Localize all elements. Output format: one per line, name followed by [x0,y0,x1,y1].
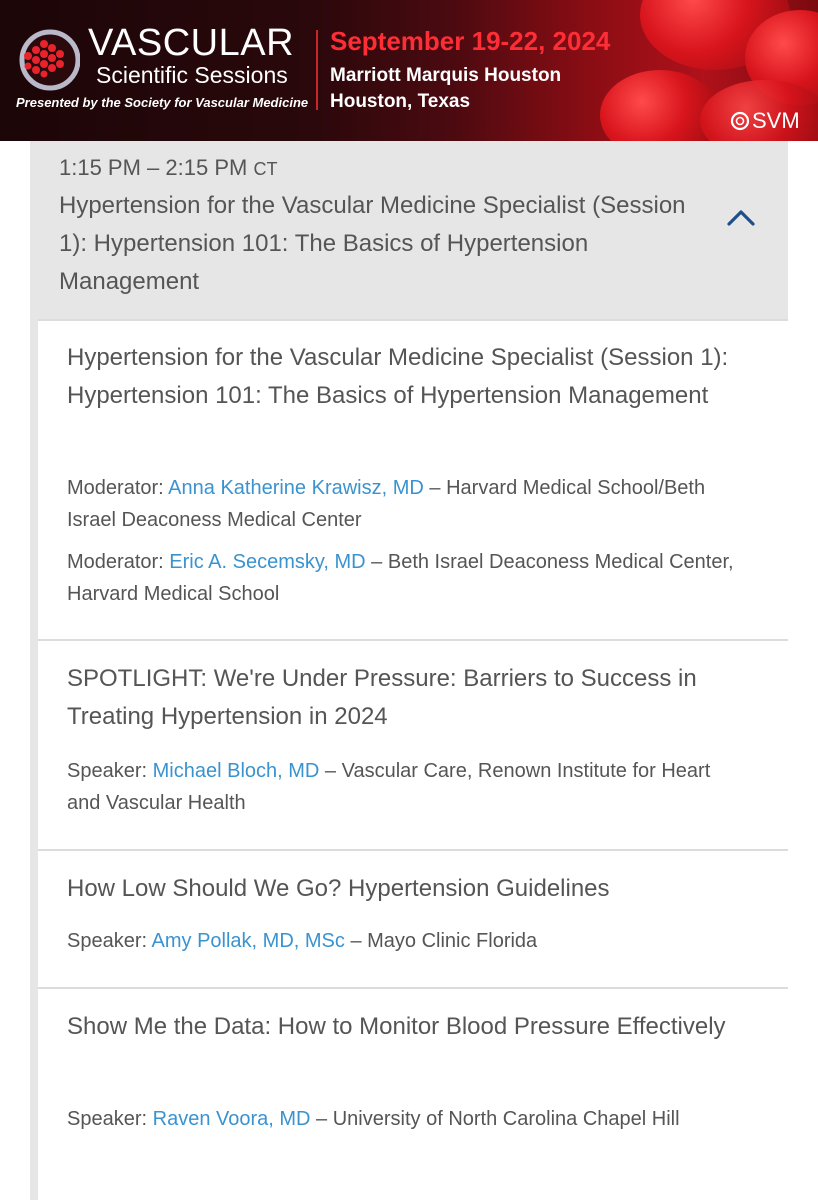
session-talk-list [30,319,788,1200]
svm-logo-icon [730,111,750,131]
talk-card [38,319,788,641]
talk-card [38,639,788,851]
speaker-entry [67,925,747,957]
event-date: September 19-22, 2024 [330,26,611,56]
banner-divider [316,30,318,110]
session-timezone: CT [253,159,278,179]
person-affiliation: – Mayo Clinic Florida [350,930,538,952]
person-name-link[interactable]: Eric A. Secemsky, MD [169,551,366,573]
vascular-logo-icon [14,26,80,92]
talk-card [38,849,788,989]
person-affiliation: – University of North Carolina Chapel Hill [316,1108,680,1130]
talk-title: Hypertension for the Vascular Medicine Specialist (Session 1): Hypertension 101: The Basics of Hypertension Management [67,344,729,409]
person-affiliation: – Beth Israel Deaconess Medical Center, Harvard Medical School [67,551,734,605]
talk-title: Show Me the Data: How to Monitor Blood Pressure Effectively [67,1013,726,1040]
svm-logo [730,110,800,132]
moderator-entry [67,546,747,610]
person-role: Moderator: [67,477,164,499]
person-affiliation: – Harvard Medical School/Beth Israel Deaconess Medical Center [67,477,706,531]
session-time-range: 1:15 PM – 2:15 PM [59,155,248,180]
brand-title: VASCULAR [88,22,295,64]
talk-card [38,987,788,1200]
chevron-up-icon[interactable] [725,205,757,229]
svm-logo-text: SVM [752,108,800,133]
event-venue: Marriott Marquis Houston [330,65,562,86]
person-role: Speaker: [67,930,148,952]
speaker-entry [67,755,747,819]
event-city: Houston, Texas [330,91,471,112]
person-name-link[interactable]: Raven Voora, MD [152,1108,311,1130]
brand-subtitle: Scientific Sessions [96,62,288,88]
person-role: Speaker: [67,1108,148,1130]
person-name-link[interactable]: Michael Bloch, MD [152,760,320,782]
speaker-entry [67,1103,747,1135]
person-name-link[interactable]: Anna Katherine Krawisz, MD [168,477,424,499]
person-affiliation: – Vascular Care, Renown Institute for Heart and Vascular Health [67,760,711,814]
talk-title: SPOTLIGHT: We're Under Pressure: Barriers to Success in Treating Hypertension in 2024 [67,665,697,730]
event-banner [0,0,818,141]
session-time [59,155,277,181]
session-accordion-header[interactable] [30,141,788,319]
talk-title: How Low Should We Go? Hypertension Guidelines [67,875,610,902]
moderator-entry [67,472,747,536]
session-title: Hypertension for the Vascular Medicine Specialist (Session 1): Hypertension 101: The Basics of Hypertension Management [59,192,686,295]
person-role: Speaker: [67,760,148,782]
person-role: Moderator: [67,551,164,573]
presented-by: Presented by the Society for Vascular Medicine [16,95,309,110]
person-name-link[interactable]: Amy Pollak, MD, MSc [151,930,345,952]
